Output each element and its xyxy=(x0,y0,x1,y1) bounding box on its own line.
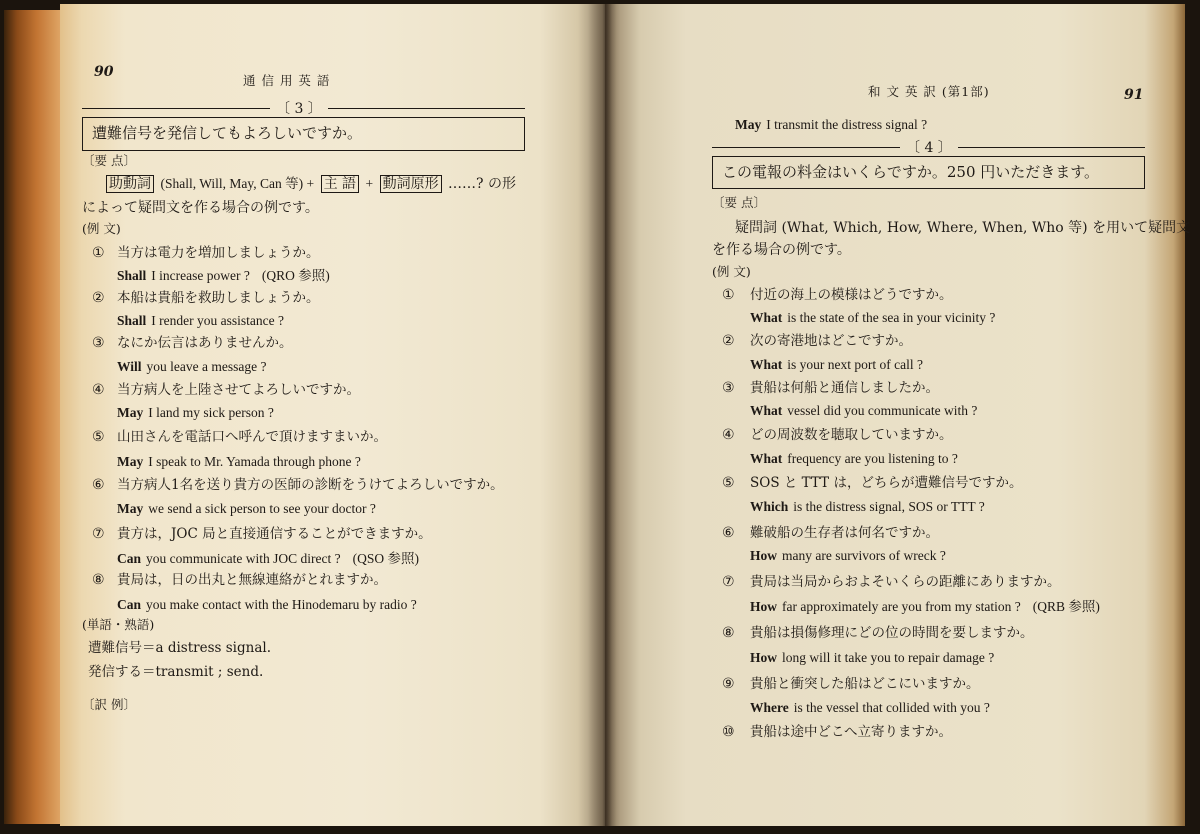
answer-lead-word: May xyxy=(735,117,762,132)
point-heading-right: 〔要 点〕 xyxy=(712,195,766,210)
example-lead-word: Which xyxy=(750,499,789,514)
translation-heading: 〔訳 例〕 xyxy=(82,697,136,712)
example-lead-word: How xyxy=(750,650,777,665)
example-number: ⑤ xyxy=(92,429,105,445)
examples-heading-left: (例 文) xyxy=(82,221,121,236)
example-number: ④ xyxy=(92,382,105,398)
example-number: ⑩ xyxy=(722,724,735,740)
divider-rule xyxy=(712,147,900,148)
example-number: ⑤ xyxy=(722,475,735,491)
example-rest: is the distress signal, SOS or TTT ? xyxy=(793,499,985,514)
example-english xyxy=(750,498,985,516)
example-lead-word: May xyxy=(117,501,144,516)
example-rest: frequency are you listening to ? xyxy=(787,451,958,466)
example-rest: we send a sick person to see your doctor ? xyxy=(148,501,376,516)
page-edges-right xyxy=(1185,0,1200,834)
example-english xyxy=(117,550,419,568)
example-english xyxy=(117,312,284,330)
example-number: ⑥ xyxy=(722,525,735,541)
example-number: ① xyxy=(722,287,735,303)
section-divider-3 xyxy=(82,99,525,117)
example-rest: I increase power ? xyxy=(151,268,250,283)
point-line-1-right: 疑問詞 (What, Which, How, Where, When, Who 等) を用いて疑問文 xyxy=(735,220,1191,236)
example-lead-word: What xyxy=(750,310,783,325)
vocab-item: 発信する＝transmit ; send. xyxy=(88,664,264,680)
example-rest: you make contact with the Hinodemaru by radio ? xyxy=(146,597,417,612)
example-japanese: 貴船は途中どこへ立寄りますか。 xyxy=(750,724,952,740)
vocab-heading: (単語・熟語) xyxy=(82,617,155,632)
point-text: (Shall, Will, May, Can 等) + xyxy=(160,176,315,191)
example-number: ③ xyxy=(92,335,105,351)
example-lead-word: What xyxy=(750,451,783,466)
vocab-item: 遭難信号＝a distress signal. xyxy=(88,640,271,656)
point-line-2-left: によって疑問文を作る場合の例です。 xyxy=(82,200,319,216)
example-english xyxy=(750,402,977,420)
example-lead-word: Where xyxy=(750,700,789,715)
example-english xyxy=(117,404,274,422)
example-lead-word: Will xyxy=(117,359,142,374)
example-japanese: 当方病人を上陸させてよろしいですか。 xyxy=(117,382,360,398)
question-text: この電報の料金はいくらですか。250 円いただきます。 xyxy=(722,163,1100,181)
page-number-left: 90 xyxy=(94,64,114,80)
example-lead-word: How xyxy=(750,548,777,563)
example-english xyxy=(117,358,266,376)
example-rest: I land my sick person ? xyxy=(148,405,274,420)
question-text: 遭難信号を発信してもよろしいですか。 xyxy=(92,124,363,142)
example-english xyxy=(750,356,923,374)
example-english xyxy=(750,649,994,667)
point-line-1-left xyxy=(104,175,516,193)
example-japanese: 貴船と衝突した船はどこにいますか。 xyxy=(750,676,980,692)
divider-rule xyxy=(328,108,525,109)
example-number: ⑧ xyxy=(722,625,735,641)
example-japanese: 貴局は，日の出丸と無線連絡がとれますか。 xyxy=(117,572,387,588)
point-text: + xyxy=(365,176,374,191)
example-japanese: 貴方は，JOC 局と直接通信することができますか。 xyxy=(117,526,432,542)
question-box-right xyxy=(712,156,1145,189)
answer-line xyxy=(735,116,927,134)
example-japanese: 難破船の生存者は何名ですか。 xyxy=(750,525,939,541)
example-note: (QSO 参照) xyxy=(352,551,419,566)
point-text: ……? の形 xyxy=(448,176,516,192)
example-number: ① xyxy=(92,245,105,261)
example-rest: vessel did you communicate with ? xyxy=(787,403,978,418)
example-number: ⑥ xyxy=(92,477,105,493)
example-lead-word: Shall xyxy=(117,268,147,283)
example-lead-word: May xyxy=(117,454,144,469)
example-japanese: 当方は電力を増加しましょうか。 xyxy=(117,245,320,261)
example-lead-word: May xyxy=(117,405,144,420)
example-note: (QRB 参照) xyxy=(1032,599,1100,614)
example-rest: I speak to Mr. Yamada through phone ? xyxy=(148,454,361,469)
divider-rule xyxy=(958,147,1145,148)
example-english xyxy=(750,309,995,327)
section-label: 〔 4 〕 xyxy=(906,140,952,156)
question-box-left xyxy=(82,117,525,151)
example-rest: you leave a message ? xyxy=(146,359,267,374)
example-lead-word: What xyxy=(750,403,783,418)
example-japanese: 貴局は当局からおよそいくらの距離にありますか。 xyxy=(750,574,1061,590)
example-number: ③ xyxy=(722,380,735,396)
example-japanese: 山田さんを電話口へ呼んで頂けますまいか。 xyxy=(117,429,387,445)
keyword-box-auxiliary: 助動詞 xyxy=(106,175,154,193)
example-rest: far approximately are you from my station ? xyxy=(782,599,1021,614)
answer-rest: I transmit the distress signal ? xyxy=(766,117,928,132)
example-english xyxy=(750,598,1100,616)
divider-rule xyxy=(82,108,270,109)
example-lead-word: Can xyxy=(117,597,142,612)
example-english xyxy=(750,699,990,717)
example-number: ② xyxy=(92,290,105,306)
section-divider-4 xyxy=(712,138,1145,156)
examples-heading-right: (例 文) xyxy=(712,264,751,279)
example-japanese: 次の寄港地はどこですか。 xyxy=(750,333,912,349)
example-number: ⑧ xyxy=(92,572,105,588)
section-label: 〔 3 〕 xyxy=(276,101,322,117)
example-number: ⑦ xyxy=(92,526,105,542)
example-number: ⑦ xyxy=(722,574,735,590)
example-english xyxy=(750,450,958,468)
example-lead-word: Shall xyxy=(117,313,147,328)
example-japanese: SOS と TTT は，どちらが遭難信号ですか。 xyxy=(750,475,1023,491)
point-line-2-right: を作る場合の例です。 xyxy=(712,242,851,258)
running-header-left: 通 信 用 英 語 xyxy=(243,73,331,88)
example-rest: is the state of the sea in your vicinity ? xyxy=(787,310,996,325)
example-english xyxy=(117,500,376,518)
page-number-right: 91 xyxy=(1124,87,1144,103)
keyword-box-verb: 動詞原形 xyxy=(380,175,442,193)
example-rest: you communicate with JOC direct ? xyxy=(146,551,341,566)
example-rest: I render you assistance ? xyxy=(151,313,284,328)
example-lead-word: What xyxy=(750,357,783,372)
example-lead-word: Can xyxy=(117,551,142,566)
example-number: ④ xyxy=(722,427,735,443)
example-japanese: 当方病人1名を送り貴方の医師の診断をうけてよろしいですか。 xyxy=(117,477,504,493)
example-japanese: 本船は貴船を救助しましょうか。 xyxy=(117,290,320,306)
point-heading-left: 〔要 点〕 xyxy=(82,153,136,168)
example-rest: many are survivors of wreck ? xyxy=(782,548,946,563)
example-japanese: 貴船は何船と通信しましたか。 xyxy=(750,380,939,396)
example-rest: is the vessel that collided with you ? xyxy=(793,700,990,715)
gutter-shadow xyxy=(588,4,620,826)
example-number: ② xyxy=(722,333,735,349)
running-header-right: 和 文 英 訳 (第1部) xyxy=(868,84,990,99)
example-number: ⑨ xyxy=(722,676,735,692)
example-rest: long will it take you to repair damage ? xyxy=(782,650,995,665)
example-japanese: 付近の海上の模様はどうですか。 xyxy=(750,287,953,303)
example-rest: is your next port of call ? xyxy=(787,357,923,372)
example-japanese: 貴船は損傷修理にどの位の時間を要しますか。 xyxy=(750,625,1034,641)
example-english xyxy=(117,596,417,614)
example-english xyxy=(117,267,330,285)
example-note: (QRO 参照) xyxy=(261,268,330,283)
example-english xyxy=(750,547,946,565)
example-english xyxy=(117,453,361,471)
keyword-box-subject: 主 語 xyxy=(321,175,359,193)
example-lead-word: How xyxy=(750,599,777,614)
example-japanese: なにか伝言はありませんか。 xyxy=(117,335,293,351)
example-japanese: どの周波数を聴取していますか。 xyxy=(750,427,953,443)
